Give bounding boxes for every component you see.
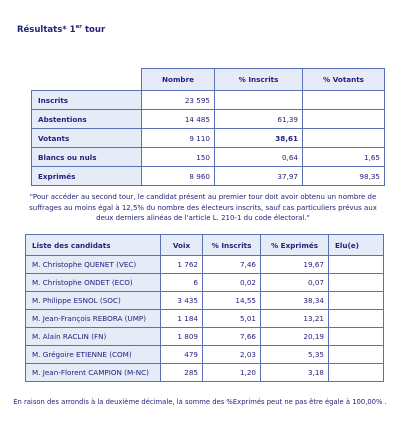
cell-inscrits: 14,55	[203, 292, 261, 310]
cell-voix: 479	[161, 346, 203, 364]
cell-nombre: 9 110	[142, 129, 215, 148]
cell-exprimes: 5,35	[261, 346, 329, 364]
cell-voix: 1 184	[161, 310, 203, 328]
summary-header-inscrits: % Inscrits	[215, 69, 303, 91]
cell-inscrits: 0,02	[203, 274, 261, 292]
cell-elu	[329, 310, 384, 328]
cell-elu	[329, 346, 384, 364]
cell-inscrits: 1,20	[203, 364, 261, 382]
candidate-name: M. Grégoire ETIENNE (COM)	[26, 346, 161, 364]
row-label: Inscrits	[32, 91, 142, 110]
cell-inscrits: 7,46	[203, 256, 261, 274]
summary-header-row	[32, 69, 385, 91]
candidate-name: M. Philippe ESNOL (SOC)	[26, 292, 161, 310]
candidate-name: M. Christophe ONDET (ECO)	[26, 274, 161, 292]
table-row	[26, 292, 384, 310]
cell-elu	[329, 256, 384, 274]
row-label: Blancs ou nuls	[32, 148, 142, 167]
table-row	[26, 328, 384, 346]
cell-votants	[303, 91, 385, 110]
row-label: Exprimés	[32, 167, 142, 186]
candidate-name: M. Jean-François REBORA (UMP)	[26, 310, 161, 328]
cell-votants: 1,65	[303, 148, 385, 167]
cell-nombre: 23 595	[142, 91, 215, 110]
cell-elu	[329, 328, 384, 346]
cell-nombre: 150	[142, 148, 215, 167]
cell-elu	[329, 274, 384, 292]
page-title: Résultats* 1er tour	[17, 24, 106, 35]
cell-votants: 98,35	[303, 167, 385, 186]
candidate-name: M. Jean-Florent CAMPION (M-NC)	[26, 364, 161, 382]
table-row	[32, 91, 385, 110]
header-exprimes: % Exprimés	[261, 235, 329, 256]
cell-exprimes: 20,19	[261, 328, 329, 346]
table-row	[32, 110, 385, 129]
cell-inscrits: 61,39	[215, 110, 303, 129]
cell-voix: 6	[161, 274, 203, 292]
summary-header-votants: % Votants	[303, 69, 385, 91]
table-row	[32, 167, 385, 186]
table-row	[26, 364, 384, 382]
summary-table	[31, 68, 385, 186]
cell-inscrits: 37,97	[215, 167, 303, 186]
cell-inscrits: 38,61	[215, 129, 303, 148]
cell-exprimes: 13,21	[261, 310, 329, 328]
table-row	[26, 274, 384, 292]
table-row	[32, 129, 385, 148]
row-label: Votants	[32, 129, 142, 148]
table-row	[26, 346, 384, 364]
table-row	[26, 310, 384, 328]
cell-voix: 3 435	[161, 292, 203, 310]
table-row	[26, 256, 384, 274]
cell-exprimes: 0,07	[261, 274, 329, 292]
cell-nombre: 14 485	[142, 110, 215, 129]
cell-voix: 285	[161, 364, 203, 382]
cell-exprimes: 3,18	[261, 364, 329, 382]
table-row	[32, 148, 385, 167]
cell-voix: 1 762	[161, 256, 203, 274]
cell-inscrits: 7,66	[203, 328, 261, 346]
header-candidates: Liste des candidats	[26, 235, 161, 256]
cell-nombre: 8 960	[142, 167, 215, 186]
summary-header-blank	[32, 69, 142, 91]
cell-inscrits: 0,64	[215, 148, 303, 167]
candidates-table	[25, 234, 384, 382]
cell-elu	[329, 364, 384, 382]
cell-votants	[303, 110, 385, 129]
row-label: Abstentions	[32, 110, 142, 129]
header-inscrits: % Inscrits	[203, 235, 261, 256]
summary-header-nombre: Nombre	[142, 69, 215, 91]
cell-votants	[303, 129, 385, 148]
cell-inscrits	[215, 91, 303, 110]
candidate-name: M. Alain RACLIN (FN)	[26, 328, 161, 346]
header-elu: Elu(e)	[329, 235, 384, 256]
rounding-footnote: En raison des arrondis à la deuxième décimale, la somme des %Exprimés peut ne pas être égale à 100,00% .	[13, 398, 387, 406]
cell-inscrits: 5,01	[203, 310, 261, 328]
cell-exprimes: 38,34	[261, 292, 329, 310]
header-voix: Voix	[161, 235, 203, 256]
candidate-name: M. Christophe QUENET (VEC)	[26, 256, 161, 274]
cell-elu	[329, 292, 384, 310]
rules-note: "Pour accéder au second tour, le candidat présent au premier tour doit avoir obtenu un nombre de suffrages au moins égal à 12,5% du nombre des électeurs inscrits, sauf cas particuliers prévus aux deux derniers alinéas de l'article L. 210-1 du code électoral."	[29, 193, 377, 222]
candidates-header-row	[26, 235, 384, 256]
cell-voix: 1 809	[161, 328, 203, 346]
cell-exprimes: 19,67	[261, 256, 329, 274]
cell-inscrits: 2,03	[203, 346, 261, 364]
